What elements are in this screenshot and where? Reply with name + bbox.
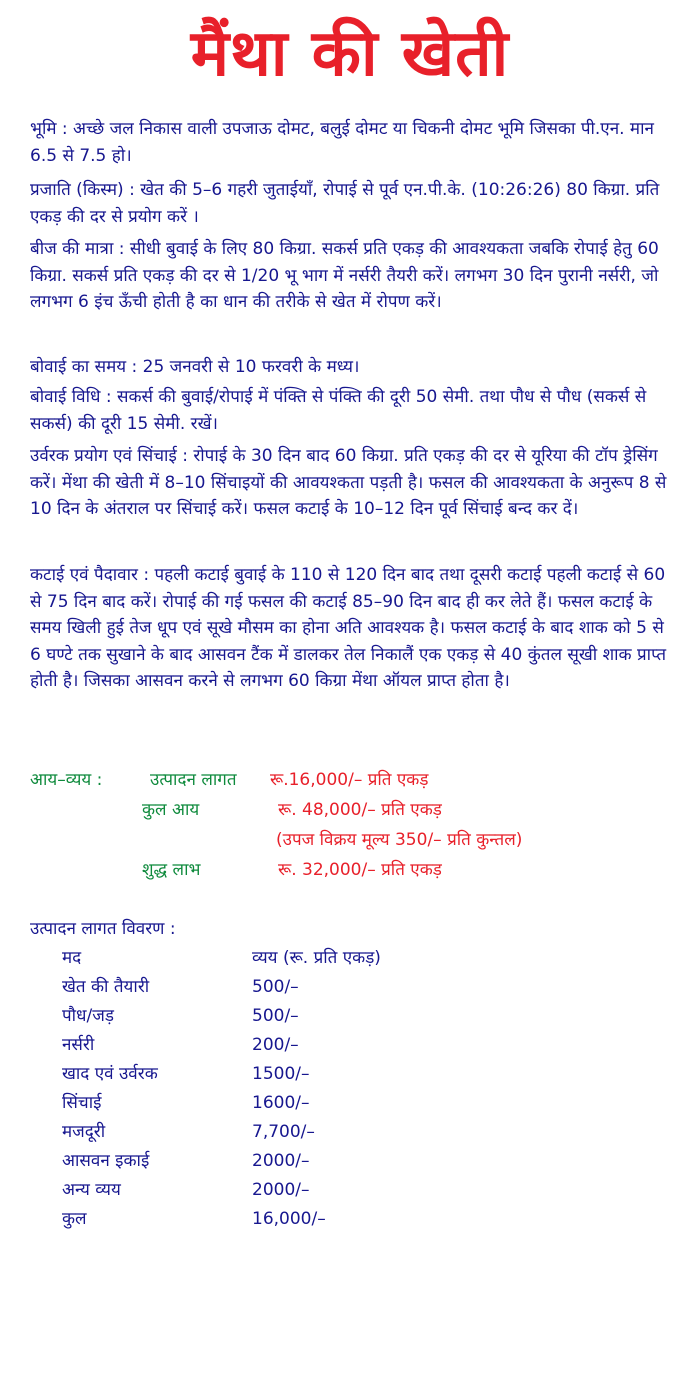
table-row-cost: 1600/– bbox=[252, 1093, 310, 1113]
total-income-value: रू. 48,000/– प्रति एकड़ bbox=[278, 800, 442, 820]
column-header-cost: व्यय (रू. प्रति एकड़) bbox=[252, 948, 381, 968]
table-row-item: सिंचाई bbox=[62, 1093, 102, 1113]
net-profit-value: रू. 32,000/– प्रति एकड़ bbox=[278, 860, 442, 880]
table-row-item: नर्सरी bbox=[62, 1035, 95, 1055]
paragraph-seed-quantity: बीज की मात्रा : सीधी बुवाई के लिए 80 किग्रा. सकर्स प्रति एकड़ की आवश्यकता जबकि रोपाई हेतु 60 किग्रा. सकर्स प्रति एकड़ की दर से 1/20 भू भाग में नर्सरी तैयरी करें। लगभग 30 दिन पुरानी नर्सरी, जो लगभग 6 इंच ऊँची होती है का धान की तरीके से खेत में रोपण करें। bbox=[30, 239, 659, 312]
table-row-cost: 500/– bbox=[252, 977, 299, 997]
net-profit-label: शुद्ध लाभ bbox=[142, 860, 201, 880]
table-row-item: मजदूरी bbox=[62, 1122, 106, 1142]
table-row-cost: 7,700/– bbox=[252, 1122, 315, 1142]
paragraph-fertilizer-irrigation: उर्वरक प्रयोग एवं सिंचाई : रोपाई के 30 दिन बाद 60 किग्रा. प्रति एकड़ की दर से यूरिया की टॉप ड्रेसिंग करें। मेंथा की खेती में 8–10 सिंचाइयों की आवयश्कता पड़ती है। फसल की आवश्यकता के अनुरूप 8 से 10 दिन के अंतराल पर सिंचाई करें। फसल कटाई के 10–12 दिन पूर्व सिंचाई बन्द कर दें। bbox=[30, 446, 667, 519]
table-row-cost: 500/– bbox=[252, 1006, 299, 1026]
cost-details-heading: उत्पादन लागत विवरण : bbox=[30, 919, 176, 939]
table-row-item: आसवन इकाई bbox=[62, 1151, 150, 1171]
paragraph-harvest-yield: कटाई एवं पैदावार : पहली कटाई बुवाई के 110 से 120 दिन बाद तथा दूसरी कटाई पहली कटाई से 60 से 75 दिन बाद करें। रोपाई की गई फसल की कटाई 85–90 दिन बाद ही कर लेते हैं। फसल कटाई के समय खिली हुई तेज धूप एवं सूखे मौसम का होना अति आवश्यक है। फसल कटाई के बाद शाक को 5 से 6 घण्टे तक सुखाने के बाद आसवन टैंक में डालकर तेल निकालैं एक एकड़ से 40 कुंतल सूखी शाक प्राप्त होती है। जिसका आसवन करने से लगभग 60 किग्रा मेंथा ऑयल प्राप्त होता है। bbox=[30, 565, 667, 691]
table-row-total-item: कुल bbox=[62, 1209, 87, 1229]
table-row-item: पौध/जड़ bbox=[62, 1006, 114, 1026]
cost-value: रू.16,000/– प्रति एकड़ bbox=[270, 770, 429, 790]
page-title: मैंथा की खेती bbox=[190, 17, 510, 91]
table-row-item: खाद एवं उर्वरक bbox=[62, 1064, 158, 1084]
table-row-item: खेत की तैयारी bbox=[62, 977, 150, 997]
table-row-total-cost: 16,000/– bbox=[252, 1209, 326, 1229]
column-header-item: मद bbox=[62, 948, 82, 968]
table-row-cost: 2000/– bbox=[252, 1151, 310, 1171]
table-row-item: अन्य व्यय bbox=[62, 1180, 121, 1200]
sale-price-note: (उपज विक्रय मूल्य 350/– प्रति कुन्तल) bbox=[276, 830, 523, 850]
paragraph-sowing-method: बोवाई विधि : सकर्स की बुवाई/रोपाई में पंक्ति से पंक्ति की दूरी 50 सेमी. तथा पौध से पौध (सकर्स से सकर्स) की दूरी 15 सेमी. रखें। bbox=[30, 387, 647, 434]
total-income-label: कुल आय bbox=[142, 800, 200, 820]
paragraph-soil: भूमि : अच्छे जल निकास वाली उपजाऊ दोमट, बलुई दोमट या चिकनी दोमट भूमि जिसका पी.एन. मान 6.5 से 7.5 हो। bbox=[30, 119, 654, 166]
table-row-cost: 200/– bbox=[252, 1035, 299, 1055]
cost-label: उत्पादन लागत bbox=[150, 770, 237, 790]
paragraph-variety: प्रजाति (किस्म) : खेत की 5–6 गहरी जुताईयाँ, रोपाई से पूर्व एन.पी.के. (10:26:26) 80 किग्रा. प्रति एकड़ की दर से प्रयोग करें । bbox=[30, 180, 660, 227]
income-heading: आय–व्यय : bbox=[30, 770, 103, 790]
table-row-cost: 2000/– bbox=[252, 1180, 310, 1200]
table-row-cost: 1500/– bbox=[252, 1064, 310, 1084]
paragraph-sowing-time: बोवाई का समय : 25 जनवरी से 10 फरवरी के मध्य। bbox=[30, 357, 360, 377]
